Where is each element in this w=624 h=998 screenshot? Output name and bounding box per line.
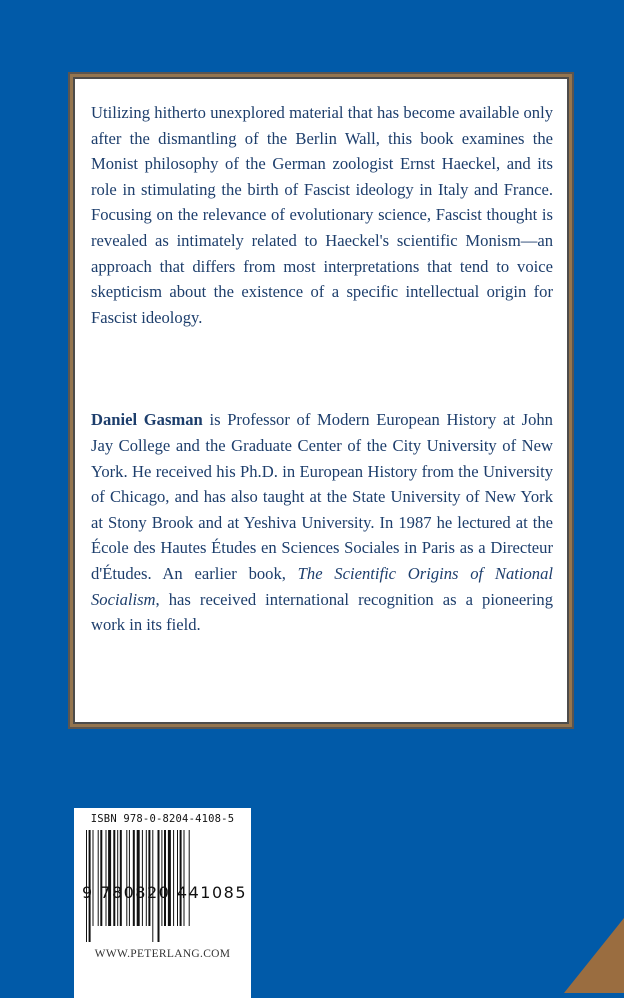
bio-text: is Professor of Modern European History at John Jay College and the Graduate Center of the City University of New York. He received his Ph.D. in European History from the University of Chicago, and has also taught at the State University of New York at Stony Brook and at Yeshiva University. In 1987 he lectured at the École des Hautes Études en Sciences Sociales in Paris as a Directeur d'Études. An earlier book, <box>91 410 553 583</box>
isbn-label: ISBN 978-0-8204-4108-5 <box>90 813 235 825</box>
author-name: Daniel Gasman <box>91 410 203 430</box>
text-panel <box>75 79 567 722</box>
corner-triangle <box>564 918 624 993</box>
author-bio <box>91 407 553 637</box>
barcode-digits: 9 780820 441085 <box>82 883 248 902</box>
earlier-book-title: The Scientific Origins of National Socialism <box>91 563 554 609</box>
publisher-url: WWW.PETERLANG.COM <box>94 948 231 960</box>
text-frame <box>68 72 574 729</box>
bio-text-end: , has received international recognition as a pioneering work in its field. <box>91 589 553 635</box>
book-description: Utilizing hitherto unexplored material that has become available only after the dismantling of the Berlin Wall, this book examines the Monist philosophy of the German zoologist Ernst Haeckel, and its role in stimulating the birth of Fascist ideology in Italy and France. Focusing on the relevance of evolutionary science, Fascist thought is revealed as intimately related to Haeckel's scientific Monism—an approach that differs from most interpretations that tend to voice skepticism about the existence of a specific intellectual origin for Fascist ideology. <box>91 103 553 327</box>
barcode-box <box>74 808 251 998</box>
